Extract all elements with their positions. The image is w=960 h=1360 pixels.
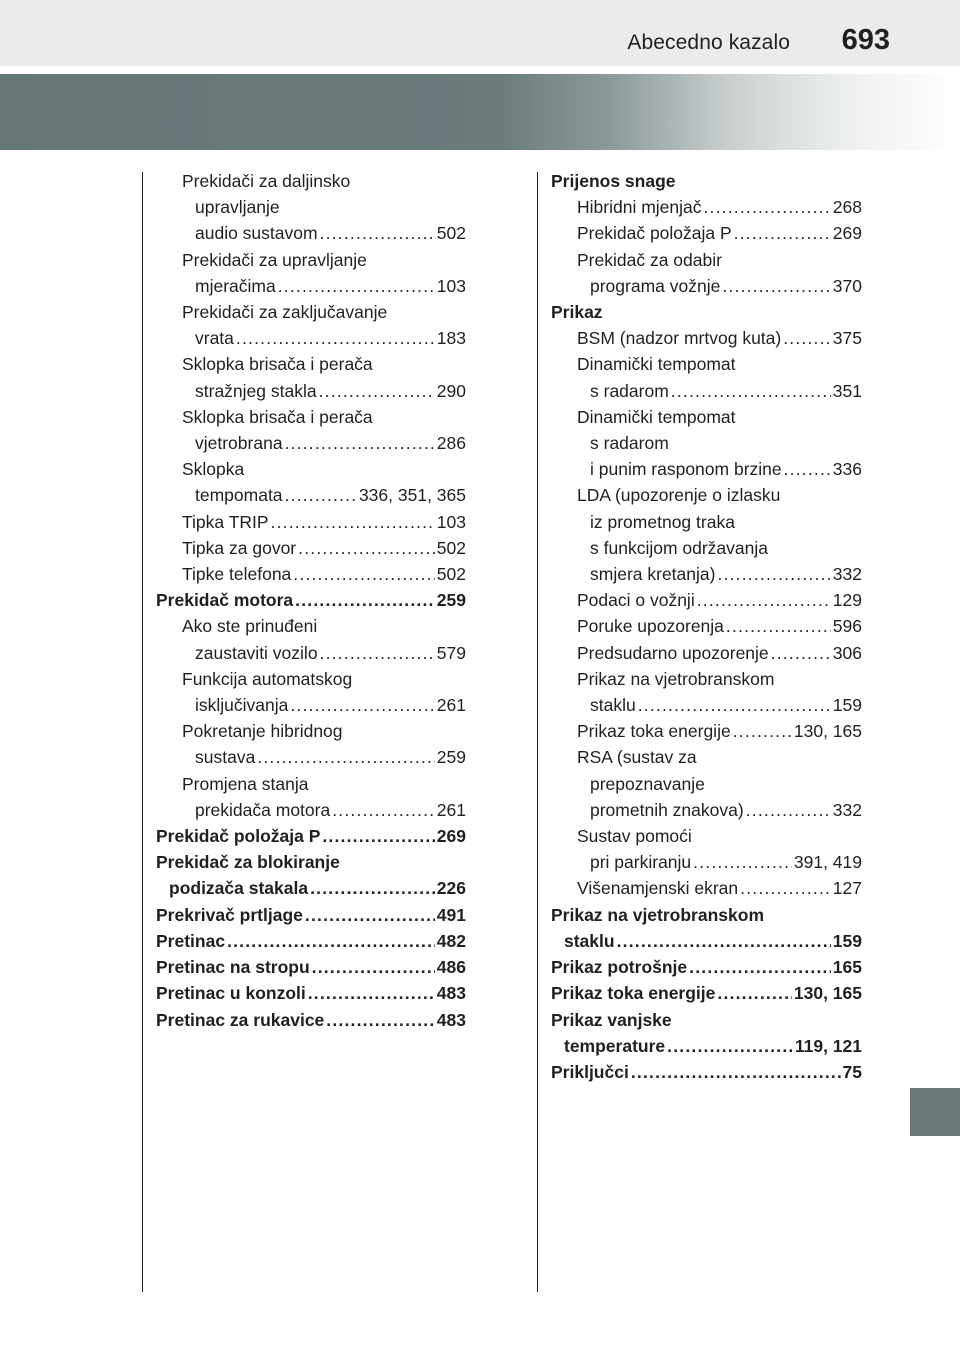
index-entry — [551, 325, 862, 351]
index-heading-line: s funkcijom održavanja — [590, 537, 768, 558]
index-heading-line: Dinamički tempomat — [577, 354, 736, 375]
index-heading-line: Sustav pomoći — [577, 826, 692, 847]
index-heading-line: Prekidači za daljinsko — [182, 171, 351, 191]
index-heading-line: Promjena stanja — [182, 773, 309, 794]
dot-leader — [784, 456, 831, 482]
index-entry — [156, 744, 466, 770]
dot-leader — [326, 1007, 435, 1033]
entry-term: vrata — [195, 328, 234, 349]
index-heading-line: prepoznavanje — [590, 773, 705, 794]
index-entry — [156, 692, 466, 718]
index-entry — [156, 640, 466, 666]
entry-term: Tipke telefona — [182, 564, 292, 585]
dot-leader — [717, 980, 791, 1006]
dot-leader — [290, 692, 434, 718]
entry-page-ref[interactable]: 306 — [832, 642, 862, 663]
entry-page-ref[interactable]: 486 — [436, 957, 466, 978]
index-entry — [551, 378, 862, 404]
dot-leader — [320, 640, 435, 666]
dot-leader — [771, 640, 831, 666]
entry-term: Pretinac za rukavice — [156, 1009, 325, 1030]
index-entry — [156, 430, 466, 456]
dot-leader — [693, 849, 792, 875]
dot-leader — [689, 954, 831, 980]
index-entry — [156, 587, 466, 613]
index-entry — [551, 928, 862, 954]
index-heading-line: s radarom — [590, 433, 669, 454]
index-entry — [551, 640, 862, 666]
entry-term: s radarom — [590, 380, 669, 401]
dot-leader — [734, 220, 831, 246]
entry-term: prekidača motora — [195, 799, 331, 820]
index-entry — [551, 718, 862, 744]
entry-page-ref[interactable]: 103 — [436, 511, 466, 532]
entry-page-ref[interactable]: 159 — [832, 930, 862, 951]
dot-leader — [671, 378, 831, 404]
index-entry — [156, 220, 466, 246]
dot-leader — [305, 902, 435, 928]
dot-leader — [717, 561, 830, 587]
dot-leader — [704, 194, 831, 220]
entry-term: Poruke upozorenja — [577, 616, 724, 637]
dot-leader — [667, 1033, 793, 1059]
index-entry — [156, 482, 466, 508]
entry-term: Prikaz toka energije — [551, 983, 716, 1004]
page-number: 693 — [841, 24, 890, 56]
index-heading-line: RSA (sustav za — [577, 747, 697, 768]
entry-term: staklu — [590, 695, 636, 716]
entry-term: programa vožnje — [590, 275, 721, 296]
entry-term: Predsudarno upozorenje — [577, 642, 769, 663]
index-column-right — [551, 168, 862, 1085]
entry-page-ref[interactable]: 502 — [436, 537, 466, 558]
index-heading-line: Prikaz — [551, 302, 603, 323]
index-heading-line: LDA (upozorenje o izlasku — [577, 485, 781, 506]
dot-leader — [278, 273, 435, 299]
index-entry — [156, 1007, 466, 1033]
index-entry — [551, 587, 862, 613]
entry-page-ref[interactable]: 502 — [436, 564, 466, 585]
entry-page-ref[interactable]: 269 — [832, 223, 862, 244]
index-entry — [156, 980, 466, 1006]
entry-page-ref[interactable]: 259 — [436, 747, 466, 768]
entry-page-ref[interactable]: 119, 121 — [794, 1035, 862, 1056]
index-entry — [156, 875, 466, 901]
entry-term: mjeračima — [195, 275, 276, 296]
dot-leader — [308, 980, 435, 1006]
index-entry — [156, 928, 466, 954]
index-entry — [156, 273, 466, 299]
dot-leader — [312, 954, 435, 980]
dot-leader — [726, 613, 831, 639]
entry-term: BSM (nadzor mrtvog kuta) — [577, 328, 782, 349]
entry-page-ref[interactable]: 269 — [436, 826, 466, 847]
entry-term: Tipka za govor — [182, 537, 297, 558]
entry-term: Priključci — [551, 1061, 629, 1082]
entry-page-ref[interactable]: 103 — [436, 275, 466, 296]
dot-leader — [236, 325, 435, 351]
index-entry — [551, 797, 862, 823]
section-title: Abecedno kazalo — [627, 31, 790, 54]
index-heading-line: Prekidači za zaključavanje — [182, 302, 388, 323]
index-entry — [156, 823, 466, 849]
entry-page-ref[interactable]: 491 — [436, 904, 466, 925]
entry-page-ref[interactable]: 75 — [842, 1061, 862, 1082]
entry-page-ref[interactable]: 286 — [436, 433, 466, 454]
index-heading-line: Sklopka — [182, 459, 245, 480]
entry-page-ref[interactable]: 165 — [832, 957, 862, 978]
entry-term: Prikaz toka energije — [577, 721, 731, 742]
index-heading-line: upravljanje — [195, 197, 280, 218]
dot-leader — [320, 220, 435, 246]
index-entry — [156, 509, 466, 535]
index-entry — [551, 273, 862, 299]
dot-leader — [257, 744, 434, 770]
index-heading-line: Prekidač za blokiranje — [156, 852, 340, 873]
index-heading-line: Prikaz na vjetrobranskom — [577, 668, 775, 689]
entry-term: Prekidač položaja P — [156, 826, 321, 847]
entry-page-ref[interactable]: 483 — [436, 1009, 466, 1030]
entry-term: vjetrobrana — [195, 433, 283, 454]
dot-leader — [310, 875, 435, 901]
dot-leader — [271, 509, 435, 535]
dot-leader — [631, 1059, 841, 1085]
dot-leader — [295, 587, 435, 613]
index-entry — [156, 325, 466, 351]
index-heading-line: Sklopka brisača i perača — [182, 406, 373, 427]
entry-page-ref[interactable]: 259 — [436, 590, 466, 611]
index-entry — [551, 194, 862, 220]
entry-page-ref[interactable]: 336, 351, 365 — [358, 485, 466, 506]
index-heading-line: Prijenos snage — [551, 171, 676, 191]
index-column-left — [156, 168, 466, 1033]
index-entry — [551, 692, 862, 718]
dot-leader — [722, 273, 830, 299]
entry-page-ref[interactable]: 159 — [832, 695, 862, 716]
entry-term: isključivanja — [195, 695, 289, 716]
entry-term: temperature — [564, 1035, 666, 1056]
column-rule-left — [142, 172, 143, 1292]
dot-leader — [783, 325, 831, 351]
dot-leader — [740, 875, 831, 901]
entry-page-ref[interactable]: 261 — [436, 799, 466, 820]
entry-page-ref[interactable]: 332 — [832, 799, 862, 820]
index-entry — [551, 875, 862, 901]
index-entry — [551, 980, 862, 1006]
index-heading-line: Prekidači za upravljanje — [182, 249, 367, 270]
dot-leader — [617, 928, 831, 954]
index-heading-line: Funkcija automatskog — [182, 668, 353, 689]
header-bar — [0, 0, 960, 66]
entry-page-ref[interactable]: 129 — [832, 590, 862, 611]
entry-page-ref[interactable]: 502 — [436, 223, 466, 244]
dot-leader — [285, 430, 435, 456]
entry-page-ref[interactable]: 130, 165 — [793, 721, 862, 742]
index-entry — [156, 954, 466, 980]
index-heading-line: Prekidač za odabir — [577, 249, 722, 270]
dot-leader — [332, 797, 435, 823]
dot-leader — [697, 587, 831, 613]
entry-term: Pretinac — [156, 930, 226, 951]
index-heading-line: Prikaz vanjske — [551, 1009, 672, 1030]
entry-term: podizača stakala — [169, 878, 309, 899]
column-rule-middle — [537, 172, 538, 1292]
index-heading-line: iz prometnog traka — [590, 511, 735, 532]
entry-page-ref[interactable]: 370 — [832, 275, 862, 296]
entry-page-ref[interactable]: 596 — [832, 616, 862, 637]
entry-page-ref[interactable]: 351 — [832, 380, 862, 401]
index-entry — [551, 456, 862, 482]
index-entry — [551, 613, 862, 639]
index-heading-line: Ako ste prinuđeni — [182, 616, 318, 637]
entry-term: Prekrivač prtljage — [156, 904, 303, 925]
entry-term: zaustaviti vozilo — [195, 642, 318, 663]
index-entry — [551, 1059, 862, 1085]
entry-page-ref[interactable]: 336 — [832, 459, 862, 480]
dot-leader — [322, 823, 434, 849]
entry-term: Višenamjenski ekran — [577, 878, 739, 899]
entry-term: prometnih znakova) — [590, 799, 744, 820]
dot-leader — [638, 692, 831, 718]
chapter-tab[interactable] — [910, 1088, 960, 1136]
entry-term: staklu — [564, 930, 615, 951]
entry-term: Podaci o vožnji — [577, 590, 695, 611]
dot-leader — [227, 928, 435, 954]
index-heading-line: Prikaz na vjetrobranskom — [551, 904, 764, 925]
index-entry — [156, 561, 466, 587]
entry-page-ref[interactable]: 261 — [436, 695, 466, 716]
entry-term: Prekidač motora — [156, 590, 294, 611]
index-entry — [551, 954, 862, 980]
dot-leader — [746, 797, 831, 823]
entry-page-ref[interactable]: 483 — [436, 983, 466, 1004]
index-heading-line: Dinamički tempomat — [577, 406, 736, 427]
header-banner — [0, 74, 960, 150]
dot-leader — [319, 378, 435, 404]
entry-page-ref[interactable]: 183 — [436, 328, 466, 349]
entry-term: tempomata — [195, 485, 283, 506]
entry-page-ref[interactable]: 268 — [832, 197, 862, 218]
dot-leader — [733, 718, 792, 744]
entry-term: Prekidač položaja P — [577, 223, 732, 244]
index-entry — [156, 378, 466, 404]
index-heading-line: Pokretanje hibridnog — [182, 721, 343, 742]
index-entry — [551, 1033, 862, 1059]
entry-term: Prikaz potrošnje — [551, 957, 688, 978]
entry-page-ref[interactable]: 127 — [832, 878, 862, 899]
entry-page-ref[interactable]: 391, 419 — [793, 852, 862, 873]
index-entry — [551, 561, 862, 587]
index-entry — [156, 902, 466, 928]
entry-page-ref[interactable]: 375 — [832, 328, 862, 349]
entry-page-ref[interactable]: 482 — [436, 930, 466, 951]
entry-term: i punim rasponom brzine — [590, 459, 782, 480]
entry-term: stražnjeg stakla — [195, 380, 317, 401]
entry-term: Pretinac u konzoli — [156, 983, 306, 1004]
index-entry — [156, 797, 466, 823]
entry-page-ref[interactable]: 226 — [436, 878, 466, 899]
index-heading-line: Sklopka brisača i perača — [182, 354, 373, 375]
index-entry — [551, 849, 862, 875]
entry-page-ref[interactable]: 332 — [832, 564, 862, 585]
entry-term: sustava — [195, 747, 256, 768]
dot-leader — [298, 535, 435, 561]
index-entry — [156, 535, 466, 561]
entry-term: pri parkiranju — [590, 852, 692, 873]
entry-term: audio sustavom — [195, 223, 318, 244]
entry-term: Tipka TRIP — [182, 511, 269, 532]
entry-term: smjera kretanja) — [590, 564, 716, 585]
dot-leader — [293, 561, 435, 587]
entry-page-ref[interactable]: 579 — [436, 642, 466, 663]
entry-page-ref[interactable]: 130, 165 — [793, 983, 862, 1004]
entry-term: Hibridni mjenjač — [577, 197, 702, 218]
index-entry — [551, 220, 862, 246]
entry-term: Pretinac na stropu — [156, 957, 310, 978]
dot-leader — [285, 482, 357, 508]
entry-page-ref[interactable]: 290 — [436, 380, 466, 401]
